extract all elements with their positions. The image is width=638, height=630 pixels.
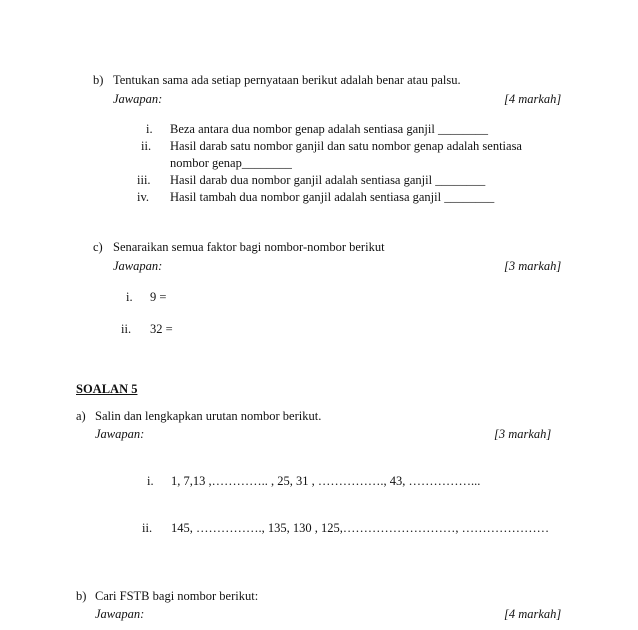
item-number: ii. [141,139,152,153]
question-text: Tentukan sama ada setiap pernyataan berikut adalah benar atau palsu. [113,73,461,87]
item-text: Hasil tambah dua nombor ganjil adalah sentiasa ganjil ________ [170,190,495,204]
answer-label: Jawapan: [113,92,163,106]
question-text: Cari FSTB bagi nombor berikut: [95,589,259,603]
answer-label: Jawapan: [113,259,163,273]
part-label: a) [76,409,86,423]
item-text: 1, 7,13 ,………….. , 25, 31 , ……………., 43, ……………... [171,474,481,488]
marks-label: [4 markah] [504,92,562,106]
marks-label: [4 markah] [504,607,562,621]
part-label: b) [93,73,104,87]
item-number: i. [147,474,154,488]
item-text: Beza antara dua nombor genap adalah sentiasa ganjil ________ [170,122,488,136]
part-label: c) [93,240,103,254]
item-text: 145, ……………., 135, 130 , 125,………………………, ………………… [171,521,550,535]
item-number: iv. [137,190,150,204]
item-text: 9 = [150,290,167,304]
item-number: iii. [137,173,151,187]
item-text: Hasil darab satu nombor ganjil dan satu nombor genap adalah sentiasa [170,139,522,153]
item-text-continued: nombor genap________ [170,156,292,170]
marks-label: [3 markah] [494,427,552,441]
item-number: i. [126,290,133,304]
answer-label: Jawapan: [95,607,145,621]
item-text: Hasil darab dua nombor ganjil adalah sentiasa ganjil ________ [170,173,486,187]
item-number: i. [146,122,153,136]
question-text: Salin dan lengkapkan urutan nombor berikut. [95,409,322,423]
marks-label: [3 markah] [504,259,562,273]
section-heading: SOALAN 5 [76,382,138,396]
part-label: b) [76,589,87,603]
item-text: 32 = [150,322,173,336]
answer-label: Jawapan: [95,427,145,441]
item-number: ii. [121,322,132,336]
question-text: Senaraikan semua faktor bagi nombor-nombor berikut [113,240,385,254]
item-number: ii. [142,521,153,535]
